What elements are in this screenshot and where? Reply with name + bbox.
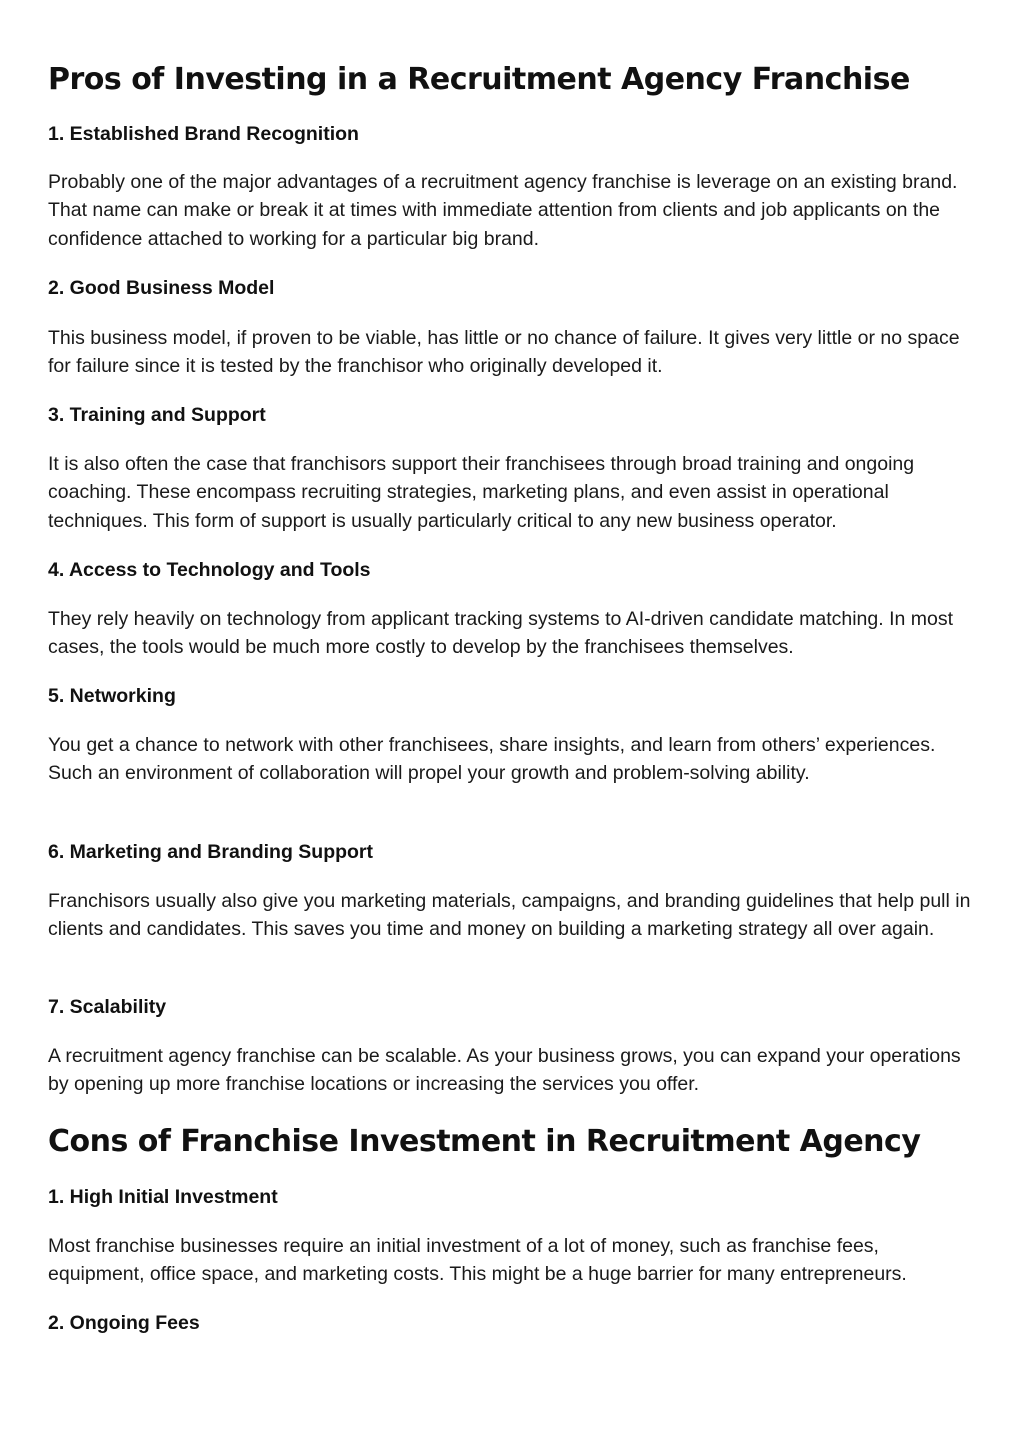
pros-item-1-body: Probably one of the major advantages of a recruitment agency franchise is leverage on an existing brand. That name can make or break it at times with immediate attention from clients and job applicants on the confidence attached to working for a particular big brand. (48, 171, 958, 250)
pros-item-2-heading: 2. Good Business Model (48, 277, 275, 299)
pros-section-title: Pros of Investing in a Recruitment Agency Franchise (48, 62, 910, 97)
cons-section-title: Cons of Franchise Investment in Recruitment Agency (48, 1124, 921, 1159)
cons-item-1-heading: 1. High Initial Investment (48, 1186, 278, 1208)
pros-item-3-body: It is also often the case that franchisors support their franchisees through broad training and ongoing coaching. These encompass recruiting strategies, marketing plans, and even assist in operational techniques. This form of support is usually particularly critical to any new business operator. (48, 453, 915, 532)
pros-item-5-body: You get a chance to network with other franchisees, share insights, and learn from others’ experiences. Such an environment of collaboration will propel your growth and problem-solving ability. (48, 734, 936, 785)
pros-item-3-heading: 3. Training and Support (48, 404, 266, 426)
pros-item-4-body: They rely heavily on technology from applicant tracking systems to AI-driven candidate matching. In most cases, the tools would be much more costly to develop by the franchisees themselves. (48, 608, 954, 659)
pros-item-7-body: A recruitment agency franchise can be scalable. As your business grows, you can expand your operations by opening up more franchise locations or increasing the services you offer. (48, 1045, 961, 1096)
cons-item-1-body: Most franchise businesses require an initial investment of a lot of money, such as franchise fees, equipment, office space, and marketing costs. This might be a huge barrier for many entrepreneurs. (48, 1235, 907, 1286)
pros-item-4-heading: 4. Access to Technology and Tools (48, 559, 371, 581)
pros-item-6-body: Franchisors usually also give you marketing materials, campaigns, and branding guidelines that help pull in clients and candidates. This saves you time and money on building a marketing strategy all over again. (48, 890, 971, 941)
pros-item-1-heading: 1. Established Brand Recognition (48, 123, 359, 145)
pros-item-7-heading: 7. Scalability (48, 996, 167, 1018)
pros-item-6-heading: 6. Marketing and Branding Support (48, 841, 374, 863)
pros-item-2-body: This business model, if proven to be viable, has little or no chance of failure. It gives very little or no space for failure since it is tested by the franchisor who originally developed it. (48, 327, 960, 378)
cons-item-2-heading: 2. Ongoing Fees (48, 1312, 200, 1334)
pros-item-5-heading: 5. Networking (48, 685, 176, 707)
